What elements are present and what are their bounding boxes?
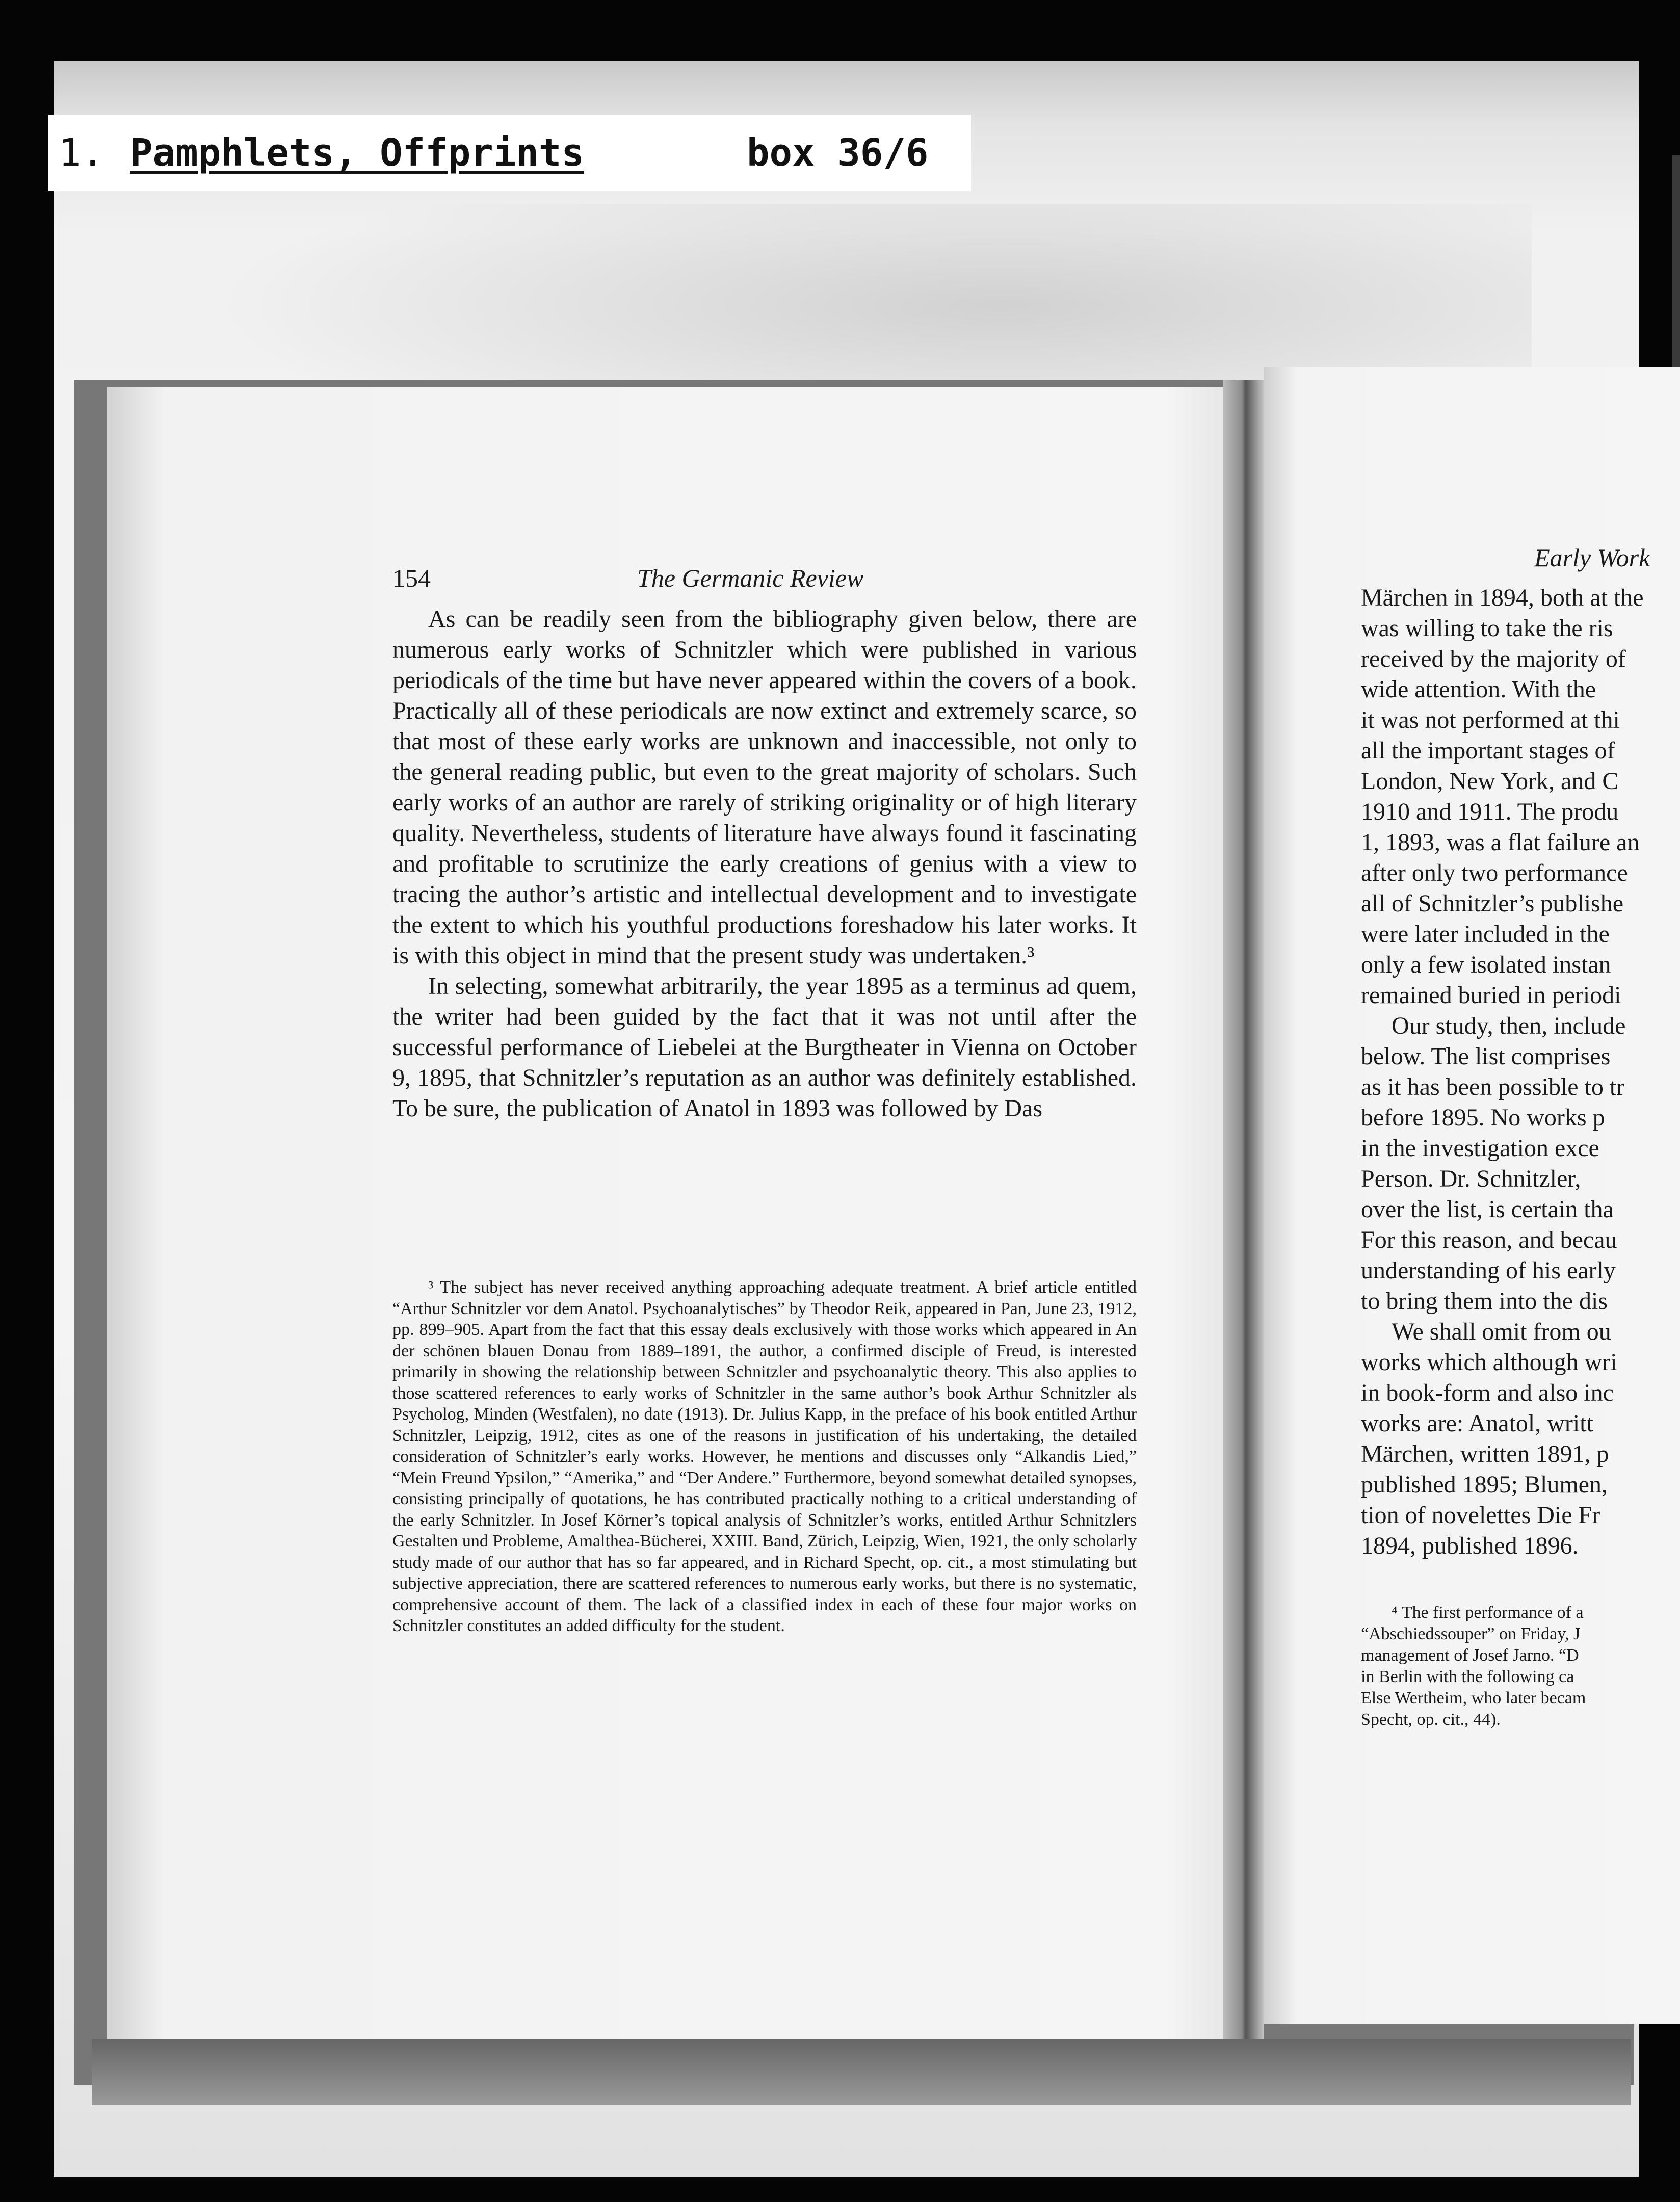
right-text-line: 1, 1893, was a flat failure an — [1361, 829, 1640, 856]
running-head: The Germanic Review — [637, 564, 864, 592]
left-page — [107, 387, 1259, 2039]
body-text — [392, 604, 1137, 1124]
right-text-line: only a few isolated instan — [1361, 951, 1611, 978]
right-text-line: after only two performance — [1361, 859, 1628, 886]
right-text-line: published 1895; Blumen, — [1361, 1471, 1608, 1498]
right-text-line: was willing to take the ris — [1361, 615, 1613, 642]
right-text-line: tion of novelettes Die Fr — [1361, 1502, 1600, 1529]
right-text-line: it was not performed at thi — [1361, 706, 1620, 733]
footnote — [392, 1277, 1137, 1637]
right-text-line: received by the majority of — [1361, 645, 1626, 672]
right-text-line: all of Schnitzler’s publishe — [1361, 890, 1624, 917]
right-text-line: We shall omit from ou — [1392, 1318, 1611, 1345]
right-text-line: were later included in the — [1361, 921, 1610, 948]
right-footnote-line: Specht, op. cit., 44). — [1361, 1710, 1501, 1729]
right-text-line: in book-form and also inc — [1361, 1379, 1614, 1406]
book-gutter — [1223, 380, 1264, 2041]
right-text-line: Märchen in 1894, both at the — [1361, 584, 1644, 611]
right-text-line: before 1895. No works p — [1361, 1104, 1605, 1131]
right-text-line: Märchen, written 1891, p — [1361, 1440, 1609, 1467]
right-text-line: Our study, then, include — [1392, 1012, 1626, 1039]
right-text-line: in the investigation exce — [1361, 1135, 1599, 1162]
right-text-line: below. The list comprises — [1361, 1043, 1611, 1070]
bottom-shadow — [92, 2039, 1631, 2105]
right-text-line: remained buried in periodi — [1361, 982, 1621, 1009]
paragraph: In selecting, somewhat arbitrarily, the year 1895 as a terminus ad quem, the writer had been guided by the fact that it was not until after the successful performance of Liebelei at the Burgtheater in Vienna on October 9, 1895, that Schnitzler’s reputation as an author was definitely established. To be sure, the publication of Anatol in 1893 was followed by Das — [392, 973, 1137, 1122]
right-footnote-line: Else Wertheim, who later becam — [1361, 1689, 1586, 1708]
right-footnote-line: “Abschiedssouper” on Friday, J — [1361, 1624, 1581, 1643]
right-text-line: 1894, published 1896. — [1361, 1532, 1579, 1559]
right-footnote-line: in Berlin with the following ca — [1361, 1667, 1574, 1686]
label-number: 1. — [59, 131, 104, 175]
paragraph: As can be readily seen from the bibliography given below, there are numerous early works of Schnitzler which were published in various periodicals of the time but have never appeared within the covers of a book. Practically all of these periodicals are now extinct and extremely scarce, so that most of these early works are unknown and inaccessible, not only to the general reading public, but even to the great majority of scholars. Such early works of an author are rarely of striking originality or of high literary quality. Nevertheless, students of literature have always found it fascinating and profitable to scrutinize the early creations of genius with a view to tracing the author’s artistic and intellectual development and to investigate the extent to which his youthful productions foreshadow his later works. It is with this object in mind that the present study was undertaken.³ — [392, 606, 1137, 969]
page-number: 154 — [392, 564, 431, 592]
right-text-line: as it has been possible to tr — [1361, 1073, 1625, 1100]
right-text-line: over the list, is certain tha — [1361, 1196, 1614, 1223]
right-footnote-line: management of Josef Jarno. “D — [1361, 1646, 1579, 1665]
right-page — [1264, 367, 1680, 2024]
right-text-line: understanding of his early — [1361, 1257, 1616, 1284]
right-text-line: to bring them into the dis — [1361, 1288, 1608, 1315]
label-box-number: box 36/6 — [747, 131, 929, 175]
right-text-line: works which although wri — [1361, 1349, 1617, 1376]
footnote-text: ³ The subject has never received anything approaching adequate treatment. A brief article entitled “Arthur Schnitzler vor dem Anatol. Psychoanalytisches” by Theodor Reik, appeared in Pan, June 23, 1912, pp. 899–905. Apart from the fact that this essay deals exclusively with those works which appeared in An der schönen blauen Donau from 1889–1891, the author, a confirmed disciple of Freud, is interested primarily in showing the relationship between Schnitzler and psychoanalytic theory. This also applies to those scattered references to early works of Schnitzler in the same author’s book Arthur Schnitzler als Psycholog, Minden (Westfalen), no date (1913). Dr. Julius Kapp, in the preface of his book entitled Arthur Schnitzler, Leipzig, 1912, cites as one of the reasons in justification of his undertaking, the detailed consideration of Schnitzler’s early works. However, he mentions and discusses only “Alkandis Lied,” “Mein Freund Ypsilon,” “Amerika,” and “Der Andere.” Furthermore, beyond somewhat detailed synopses, consisting principally of quotations, he has contributed practically nothing to a critical understanding of the early Schnitzler. In Josef Körner’s topical analysis of Schnitzler’s works, entitled Arthur Schnitzlers Gestalten und Probleme, Amalthea-Bücherei, XXIII. Band, Zürich, Leipzig, Wien, 1921, the only scholarly study made of our author that has so far appeared, and in Richard Specht, op. cit., a most stimulating but subjective appreciation, there are scattered references to numerous early works, but there is no systematic, comprehensive account of them. The lack of a classified index in each of these four major works on Schnitzler constitutes an added difficulty for the student. — [392, 1278, 1137, 1635]
right-text-line: Person. Dr. Schnitzler, — [1361, 1165, 1581, 1192]
right-footnote-line: ⁴ The first performance of a — [1392, 1603, 1584, 1622]
right-text-line: For this reason, and becau — [1361, 1226, 1617, 1253]
right-text-line: 1910 and 1911. The produ — [1361, 798, 1619, 825]
right-text-line: wide attention. With the — [1361, 676, 1596, 703]
right-text-line: works are: Anatol, writt — [1361, 1410, 1593, 1437]
label-category: Pamphlets, Offprints — [130, 131, 585, 175]
archive-label — [48, 115, 971, 191]
right-text-line: all the important stages of — [1361, 737, 1615, 764]
right-text-line: London, New York, and C — [1361, 768, 1619, 795]
right-running-head: Early Work — [1534, 543, 1650, 572]
